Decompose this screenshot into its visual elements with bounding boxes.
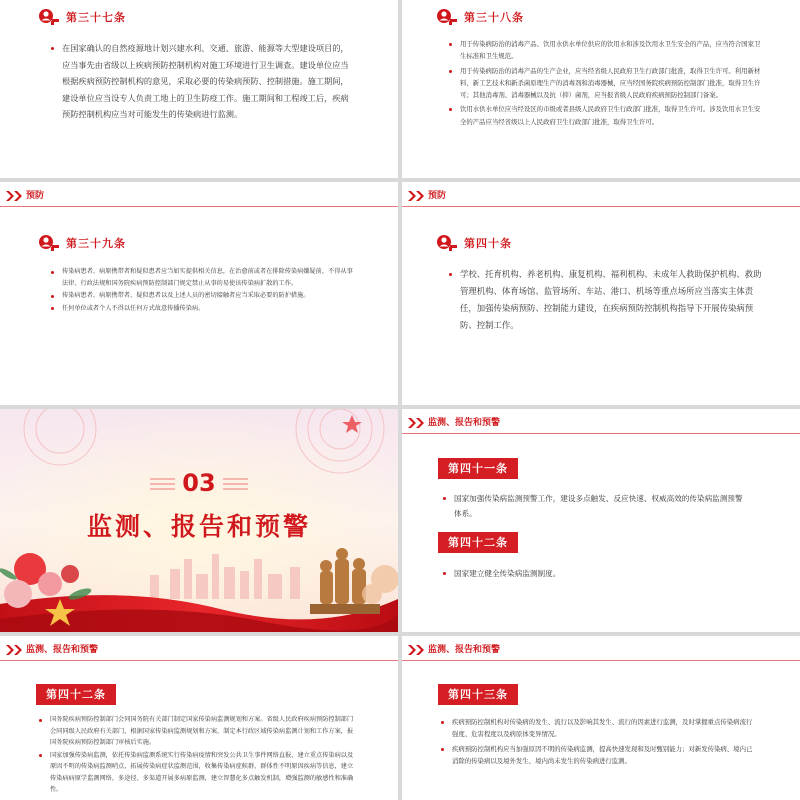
section-cover-title: 监测、报告和预警: [86, 512, 311, 541]
slide-article-39: [0, 182, 398, 405]
slide-article-37: [0, 0, 398, 178]
section-title: 监测、报告和预警: [26, 645, 99, 655]
list-item: 用于传染病防治的消毒产品、饮用水供水单位供应的饮用水和涉及饮用水卫生安全的产品，应当符合国家卫生标准和卫生规范。: [446, 38, 761, 63]
slide-article-43: [402, 636, 800, 800]
header-divider: [0, 206, 398, 207]
article-title-text: 第四十条: [464, 237, 512, 250]
list-item: 国家加强传染病监测预警工作，建设多点触发、反应快速、权威高效的传染病监测预警体系。: [440, 491, 750, 521]
article-title-text: 第三十八条: [464, 11, 524, 24]
list-item: 传染病患者、病原携带者和疑似患者应当如实提供相关信息，在治愈前或者在排除传染病嫌疑前，不得从事法律、行政法规和国务院疾病预防控制部门规定禁止从事的易使该传染病扩散的工作。: [48, 266, 358, 289]
slide-articles-41-42: [402, 409, 800, 632]
article-box: 第四十二条: [36, 684, 116, 705]
section-header: [0, 636, 398, 666]
section-header: [402, 182, 800, 212]
section-cover-slide: [0, 409, 398, 632]
article-title: [38, 234, 126, 252]
chevron-double-icon: [6, 191, 24, 201]
list-item: 疾病预防控制机构对传染病的发生、流行以及影响其发生、流行的因素进行监测，及时掌握重点传染病流行强度、危害程度以及病原体变异情况。: [438, 716, 758, 741]
article-title-text: 第三十九条: [66, 237, 126, 250]
slide-article-40: [402, 182, 800, 405]
bullet-list: [446, 266, 766, 334]
article-title: [436, 234, 512, 252]
list-item: 疾病预防控制机构应当加强原因不明的传染病监测，提高快速发现和及时甄别能力；对新发传染病、境内已消除的传染病以及境外发生、境内尚未发生的传染病进行监测。: [438, 743, 758, 768]
list-item: 国家加强传染病监测，依托传染病监测系统实行传染病疫情和突发公共卫生事件网络直报，建立重点传染病以及原因不明的传染病监测哨点，拓展传染病症状监测范围，收集传染病症候群、群体性不明原因疾病等信息，建立传染病病原学监测网络，多途径、多渠道开展多病原监测，建立智慧化多点触发机制，增强监测的敏感性和准确性。: [36, 750, 354, 796]
list-item: 传染病患者、病原携带者、疑似患者以及上述人员的密切接触者应当采取必要的防护措施。: [48, 290, 358, 302]
section-header: [0, 182, 398, 212]
list-item: 任何单位或者个人不得以任何方式故意传播传染病。: [48, 303, 358, 315]
section-number: 03: [182, 469, 216, 497]
bullet-list: [48, 266, 358, 315]
person-badge-icon: [38, 234, 60, 252]
section-title: 监测、报告和预警: [428, 418, 501, 428]
bullet-list: [446, 38, 761, 130]
section-title: 预防: [26, 191, 45, 201]
bullet-list: [36, 714, 354, 797]
slide-article-42-detail: [0, 636, 398, 800]
article-title-text: 第三十七条: [66, 11, 126, 24]
article-title: [38, 8, 126, 26]
bullet-list: [438, 716, 758, 769]
list-item: 国家建立健全传染病监测制度。: [440, 566, 750, 581]
article-box: 第四十二条: [438, 532, 518, 553]
list-item: 学校、托育机构、养老机构、康复机构、福利机构、未成年人救助保护机构、救助管理机构、体育场馆、监管场所、车站、港口、机场等重点场所应当落实主体责任，加强传染病预防、控制能力建设，在疾病预防控制机构指导下开展传染病预防、控制工作。: [446, 266, 766, 334]
list-item: 国务院疾病预防控制部门会同国务院有关部门制定国家传染病监测规划和方案。省级人民政府疾病预防控制部门会同同级人民政府有关部门，根据国家传染病监测规划和方案，制定本行政区域传染病监测计划和工作方案，报国务院疾病预防控制部门审核后实施。: [36, 714, 354, 749]
header-divider: [402, 660, 800, 661]
list-item: 在国家确认的自然疫源地计划兴建水利、交通、旅游、能源等大型建设项目的，应当事先由省级以上疾病预防控制机构对施工环境进行卫生调查。建设单位应当根据疾病预防控制机构的意见，采取必要的传染病预防、控制措施。施工期间，建设单位应当设专人负责工地上的卫生防疫工作。施工期间和工程竣工后，疾病预防控制机构应当对可能发生的传染病进行监测。: [48, 40, 353, 123]
header-divider: [402, 433, 800, 434]
section-title: 预防: [428, 191, 447, 201]
slide-article-38: [402, 0, 800, 178]
chevron-double-icon: [408, 191, 426, 201]
section-title: 监测、报告和预警: [428, 645, 501, 655]
article-box: 第四十三条: [438, 684, 518, 705]
bullet-list: [440, 491, 750, 521]
chevron-double-icon: [408, 418, 426, 428]
bullet-list: [440, 566, 750, 581]
bullet-list: [48, 40, 353, 123]
header-divider: [0, 660, 398, 661]
section-header: [402, 409, 800, 439]
section-header: [402, 636, 800, 666]
chevron-double-icon: [6, 645, 24, 655]
article-title: [436, 8, 524, 26]
person-badge-icon: [38, 8, 60, 26]
chevron-double-icon: [408, 645, 426, 655]
person-badge-icon: [436, 234, 458, 252]
list-item: 饮用水供水单位应当经设区的市级或者县级人民政府卫生行政部门批准，取得卫生许可。涉及饮用水卫生安全的产品应当经省级以上人民政府卫生行政部门批准，取得卫生许可。: [446, 103, 761, 128]
article-box: 第四十一条: [438, 458, 518, 479]
header-divider: [402, 206, 800, 207]
person-badge-icon: [436, 8, 458, 26]
list-item: 用于传染病防治的消毒产品的生产企业，应当经省级人民政府卫生行政部门批准，取得卫生许可。利用新材料、新工艺技术和新杀菌原理生产的消毒剂和消毒器械，应当经国务院疾病预防控制部门批准，取得卫生许可；其他消毒剂、消毒器械以及抗（抑）菌剂，应当报省级人民政府疾病预防控制部门备案。: [446, 65, 761, 102]
